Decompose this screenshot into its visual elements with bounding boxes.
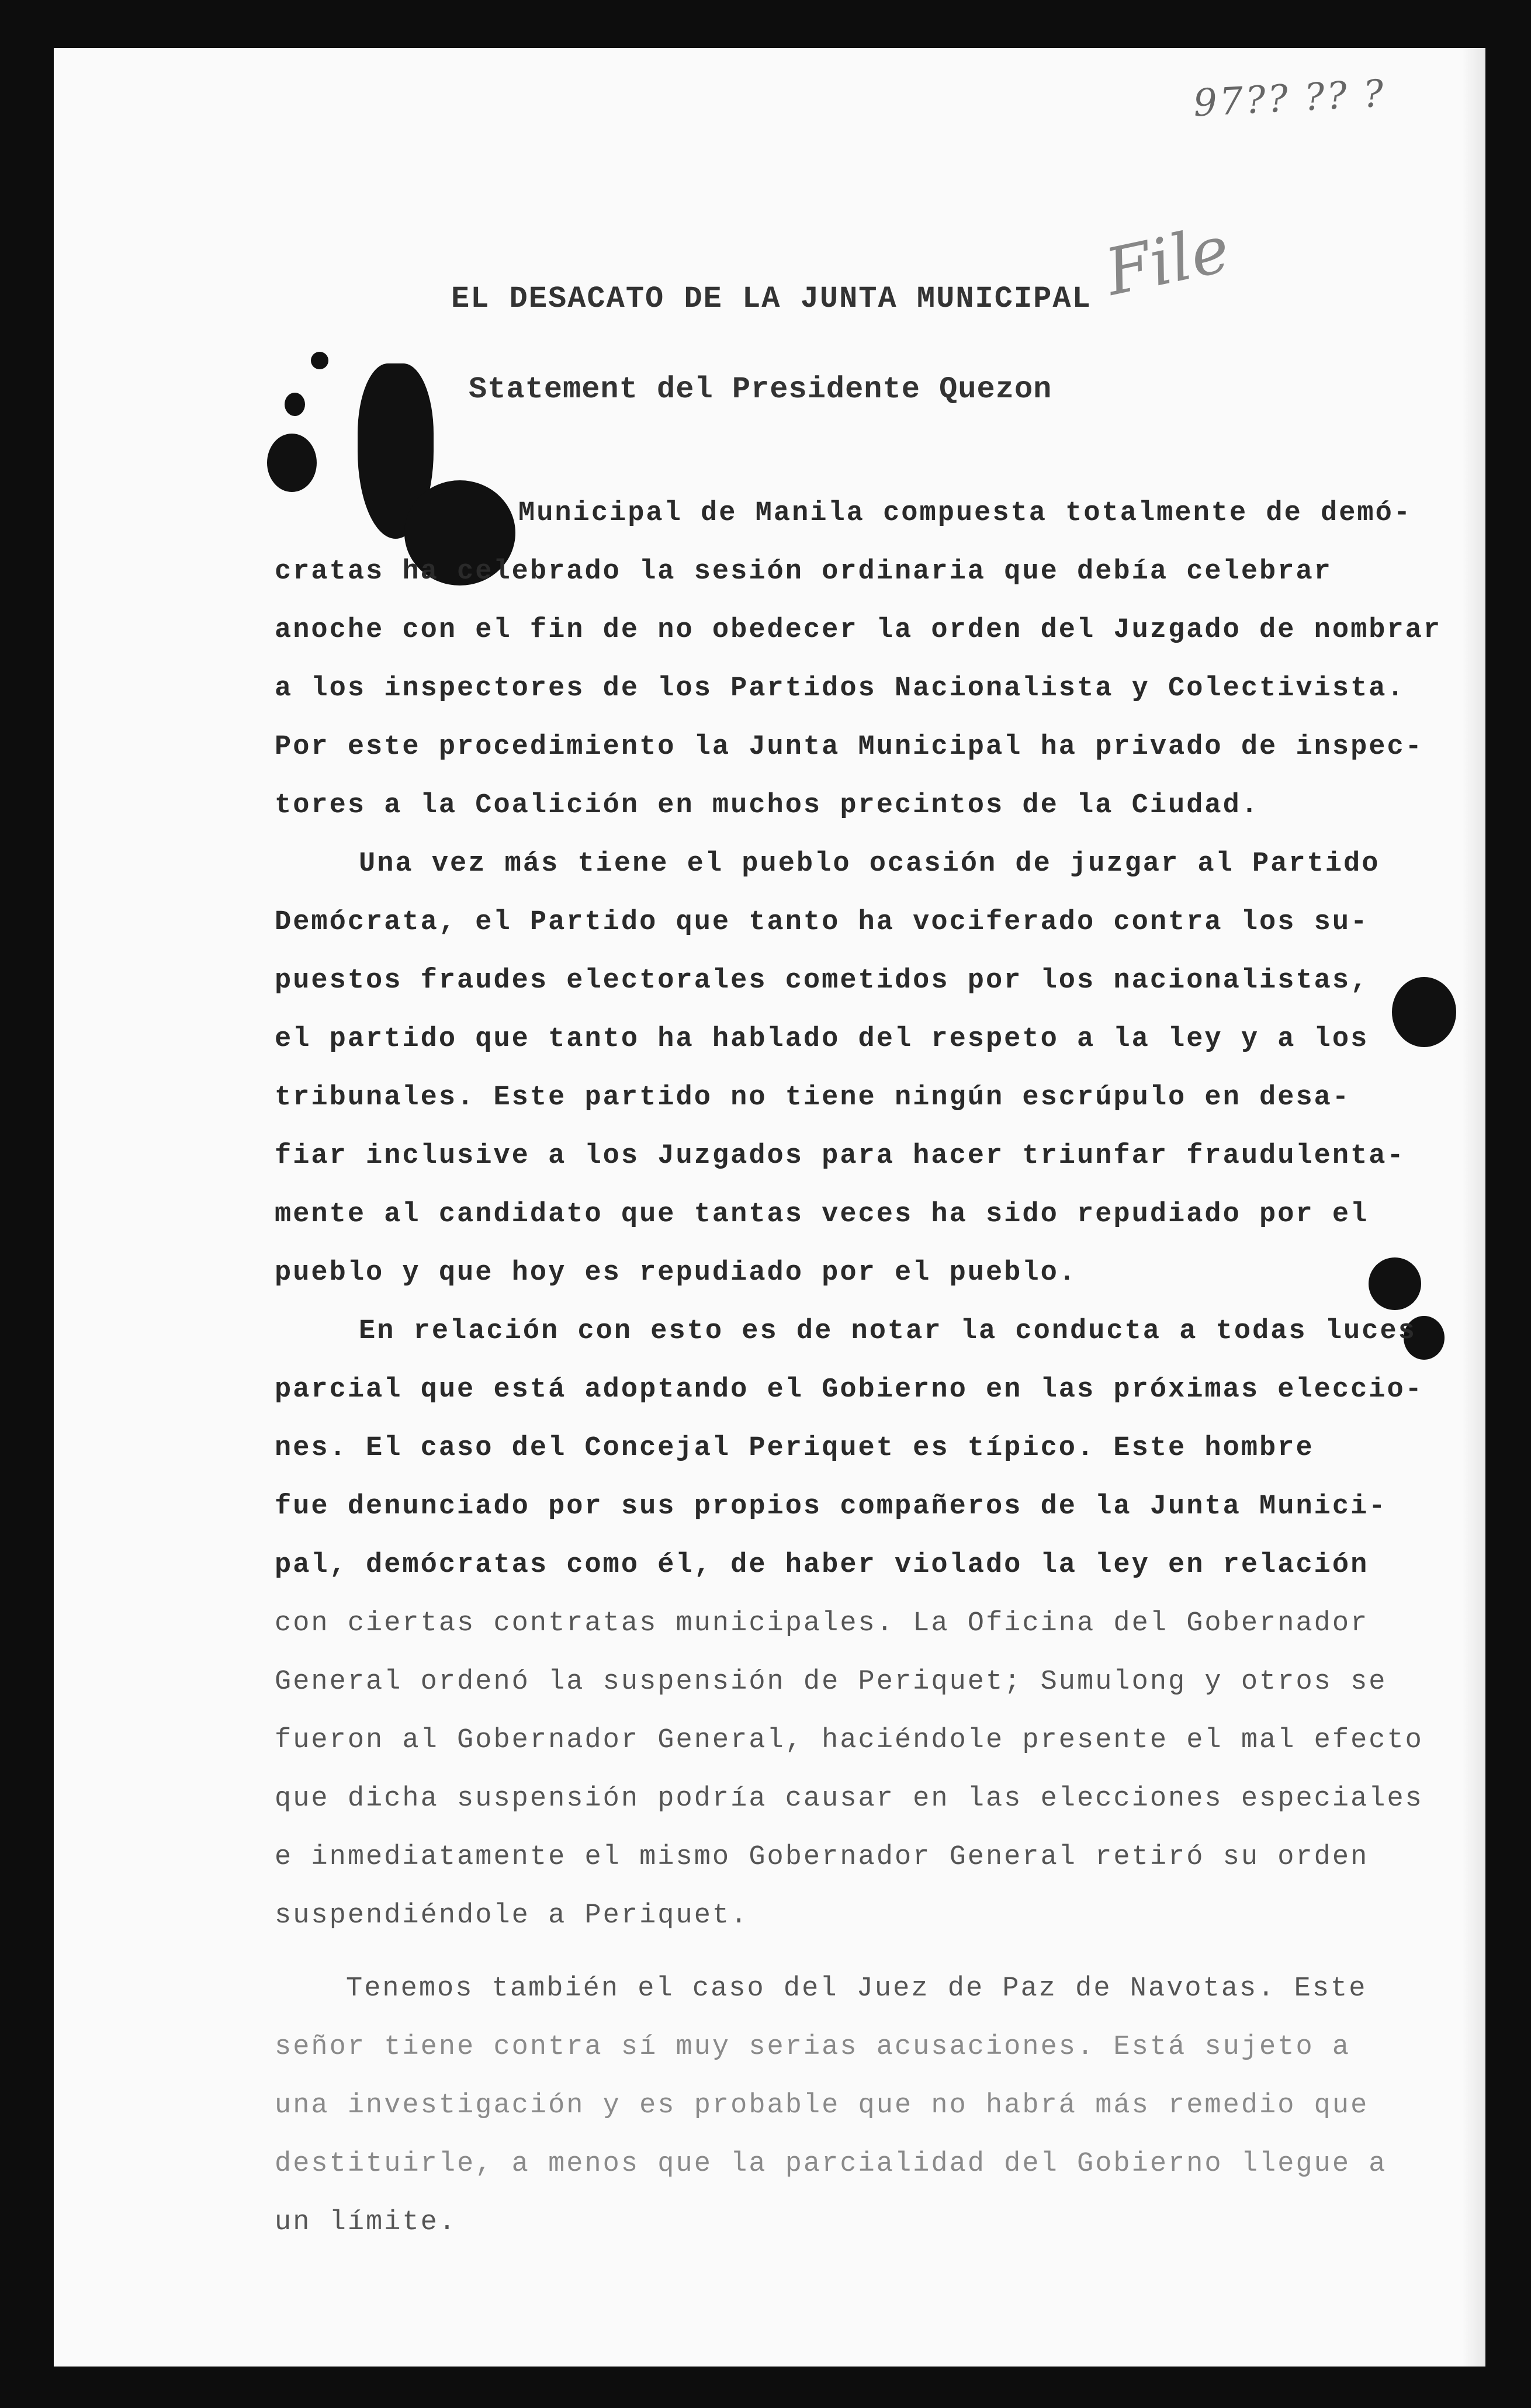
text-line: que dicha suspensión podría causar en las elecciones especiales bbox=[275, 1783, 1423, 1814]
ink-stain bbox=[285, 393, 305, 416]
text-line: puestos fraudes electorales cometidos por los nacionalistas, bbox=[275, 965, 1369, 996]
text-line: mente al candidato que tantas veces ha sido repudiado por el bbox=[275, 1199, 1369, 1230]
text-line: señor tiene contra sí muy serias acusaciones. Está sujeto a bbox=[275, 2032, 1351, 2063]
text-line: tores a la Coalición en muchos precintos de la Ciudad. bbox=[275, 790, 1260, 821]
text-line: Por este procedimiento la Junta Municipal ha privado de inspec- bbox=[275, 732, 1423, 763]
text-line: fue denunciado por sus propios compañeros de la Junta Munici- bbox=[275, 1491, 1387, 1522]
text-line: nes. El caso del Concejal Periquet es típico. Este hombre bbox=[275, 1433, 1314, 1464]
text-line: e inmediatamente el mismo Gobernador General retiró su orden bbox=[275, 1842, 1369, 1873]
text-line: el partido que tanto ha hablado del respeto a la ley y a los bbox=[275, 1024, 1369, 1055]
text-line: pal, demócratas como él, de haber violado la ley en relación bbox=[275, 1550, 1369, 1581]
text-line: Municipal de Manila compuesta totalmente de demó- bbox=[518, 498, 1412, 529]
document-page bbox=[54, 48, 1485, 2367]
text-line: Tenemos también el caso del Juez de Paz de Navotas. Este bbox=[346, 1973, 1367, 2004]
text-line: parcial que está adoptando el Gobierno en las próximas eleccio- bbox=[275, 1374, 1423, 1405]
text-line: una investigación y es probable que no habrá más remedio que bbox=[275, 2090, 1369, 2121]
text-line: con ciertas contratas municipales. La Oficina del Gobernador bbox=[275, 1608, 1369, 1639]
document-subtitle: Statement del Presidente Quezon bbox=[469, 372, 1052, 407]
ink-stain bbox=[267, 434, 317, 492]
text-line: En relación con esto es de notar la conducta a todas luces bbox=[359, 1316, 1416, 1347]
ink-stain bbox=[311, 352, 328, 369]
archive-reference-number: 97?? ?? ? bbox=[1192, 72, 1387, 126]
document-title: EL DESACATO DE LA JUNTA MUNICIPAL bbox=[451, 282, 1092, 316]
text-line: tribunales. Este partido no tiene ningún escrúpulo en desa- bbox=[275, 1082, 1351, 1113]
text-line: fiar inclusive a los Juzgados para hacer triunfar fraudulenta- bbox=[275, 1141, 1405, 1172]
text-line: anoche con el fin de no obedecer la orden del Juzgado de nombrar bbox=[275, 615, 1442, 646]
text-line: destituirle, a menos que la parcialidad del Gobierno llegue a bbox=[275, 2149, 1387, 2180]
text-line: cratas ha celebrado la sesión ordinaria que debía celebrar bbox=[275, 556, 1332, 587]
text-line: pueblo y que hoy es repudiado por el pueblo. bbox=[275, 1257, 1078, 1288]
text-line: General ordenó la suspensión de Periquet; Sumulong y otros se bbox=[275, 1666, 1387, 1697]
ink-stain bbox=[1369, 1257, 1421, 1310]
text-line: un límite. bbox=[275, 2207, 458, 2238]
ink-stain bbox=[1392, 977, 1456, 1047]
page-edge-shadow bbox=[1462, 48, 1485, 2367]
text-line: a los inspectores de los Partidos Nacionalista y Colectivista. bbox=[275, 673, 1405, 704]
handwritten-file-note: File bbox=[1099, 211, 1236, 310]
text-line: fueron al Gobernador General, haciéndole presente el mal efecto bbox=[275, 1725, 1423, 1756]
text-line: Una vez más tiene el pueblo ocasión de juzgar al Partido bbox=[359, 848, 1380, 879]
text-line: suspendiéndole a Periquet. bbox=[275, 1900, 749, 1931]
text-line: Demócrata, el Partido que tanto ha vociferado contra los su- bbox=[275, 907, 1369, 938]
